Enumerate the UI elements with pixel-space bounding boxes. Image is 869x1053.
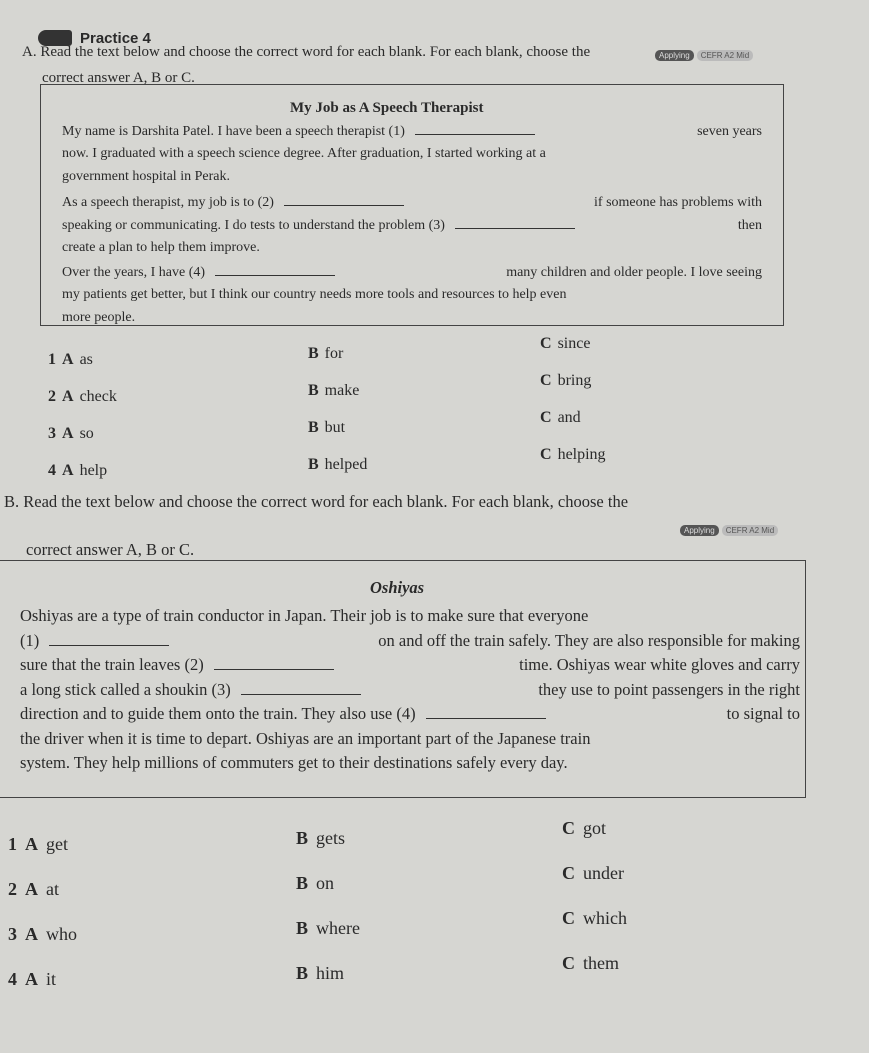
passage-a-title: My Job as A Speech Therapist (290, 100, 484, 116)
passage-text: Over the years, I have (4) (62, 265, 206, 280)
passage-text: government hospital in Perak. (62, 169, 230, 184)
passage-line (20, 606, 800, 626)
passage-b-title: Oshiyas (370, 578, 425, 597)
question-4-option-a[interactable]: 4 A it (8, 969, 57, 989)
answer-blank[interactable] (415, 122, 535, 135)
answer-blank[interactable] (241, 682, 361, 695)
question-4-option-c[interactable]: C helping (540, 446, 606, 463)
question-2-option-c[interactable]: C bring (540, 372, 592, 389)
answer-blank[interactable] (284, 193, 404, 206)
passage-line (20, 655, 800, 675)
passage-text: Oshiyas are a type of train conductor in Japan. Their job is to make sure that everyone (20, 606, 589, 625)
passage-text: a long stick called a shoukin (3) (20, 679, 231, 699)
passage-text: they use to point passengers in the right (538, 679, 800, 699)
passage-text: seven years (697, 124, 762, 139)
question-4-option-c[interactable]: C them (562, 953, 619, 973)
practice-heading: Practice 4 (80, 30, 151, 47)
passage-text: my patients get better, but I think our country needs more tools and resources to help even (62, 286, 567, 302)
question-1-option-b[interactable]: B gets (296, 828, 346, 848)
answer-blank[interactable] (214, 657, 334, 670)
section-b-instruction: B. Read the text below and choose the correct word for each blank. For each blank, choose the (4, 492, 629, 511)
passage-text: many children and older people. I love seeing (506, 265, 762, 280)
passage-text: create a plan to help them improve. (62, 239, 260, 255)
question-3-option-b[interactable]: B where (296, 918, 360, 938)
question-1-option-b[interactable]: B for (308, 345, 344, 362)
answer-blank[interactable] (455, 216, 575, 229)
passage-line (20, 704, 800, 724)
question-4-option-b[interactable]: B him (296, 963, 345, 983)
answer-blank[interactable] (215, 263, 335, 276)
section-a-badge: Applying CEFR A2 Mid (655, 50, 753, 61)
passage-text: if someone has problems with (594, 194, 762, 210)
passage-line (62, 263, 762, 281)
passage-line (20, 753, 800, 773)
section-b-instruction-2: correct answer A, B or C. (26, 540, 195, 559)
question-2-option-b[interactable]: B make (308, 382, 360, 399)
question-2-option-a[interactable]: 2 A check (48, 388, 117, 405)
passage-line (20, 680, 800, 700)
passage-text: on and off the train safely. They are also responsible for making (378, 630, 800, 650)
passage-line (62, 193, 762, 211)
question-3-option-a[interactable]: 3 A so (48, 425, 94, 442)
passage-text: now. I graduated with a speech science degree. After graduation, I started working at a (62, 145, 546, 161)
section-b-badge: Applying CEFR A2 Mid (680, 525, 778, 536)
question-1-option-c[interactable]: C got (562, 818, 607, 838)
question-2-option-b[interactable]: B on (296, 873, 335, 893)
question-1-option-a[interactable]: 1 A get (8, 834, 68, 854)
answer-blank[interactable] (426, 706, 546, 719)
passage-text: direction and to guide them onto the train. They also use (4) (20, 704, 416, 723)
passage-text: speaking or communicating. I do tests to understand the problem (3) (62, 218, 445, 233)
passage-text: As a speech therapist, my job is to (2) (62, 194, 274, 210)
passage-line (62, 122, 762, 140)
passage-text: sure that the train leaves (2) (20, 655, 204, 674)
passage-text: the driver when it is time to depart. Oshiyas are an important part of the Japanese train (20, 728, 591, 748)
passage-text: then (737, 218, 762, 233)
question-3-option-c[interactable]: C and (540, 409, 581, 426)
question-3-option-a[interactable]: 3 A who (8, 924, 77, 944)
passage-line (62, 240, 762, 256)
question-4-option-a[interactable]: 4 A help (48, 462, 108, 479)
passage-line (62, 216, 762, 234)
passage-text: to signal to (726, 704, 800, 723)
question-1-option-a[interactable]: 1 A as (48, 351, 93, 368)
passage-line (62, 310, 762, 326)
question-2-option-c[interactable]: C under (562, 863, 624, 883)
passage-line (62, 146, 762, 162)
question-3-option-b[interactable]: B but (308, 419, 346, 436)
question-1-option-c[interactable]: C since (540, 335, 591, 352)
passage-line (20, 631, 800, 651)
question-2-option-a[interactable]: 2 A at (8, 879, 59, 899)
section-a-instruction: A. Read the text below and choose the correct word for each blank. For each blank, choose the (22, 44, 591, 60)
passage-line (62, 287, 762, 303)
passage-text: (1) (20, 630, 40, 650)
passage-text: system. They help millions of commuters get to their destinations safely every day. (20, 753, 568, 772)
passage-text: My name is Darshita Patel. I have been a speech therapist (1) (62, 124, 405, 139)
passage-text: more people. (62, 310, 136, 325)
question-3-option-c[interactable]: C which (562, 908, 627, 928)
passage-text: time. Oshiyas wear white gloves and carry (519, 655, 800, 674)
passage-line (62, 169, 762, 185)
section-a-instruction-2: correct answer A, B or C. (42, 70, 195, 86)
question-4-option-b[interactable]: B helped (308, 456, 368, 473)
answer-blank[interactable] (49, 633, 169, 646)
passage-line (20, 729, 800, 749)
